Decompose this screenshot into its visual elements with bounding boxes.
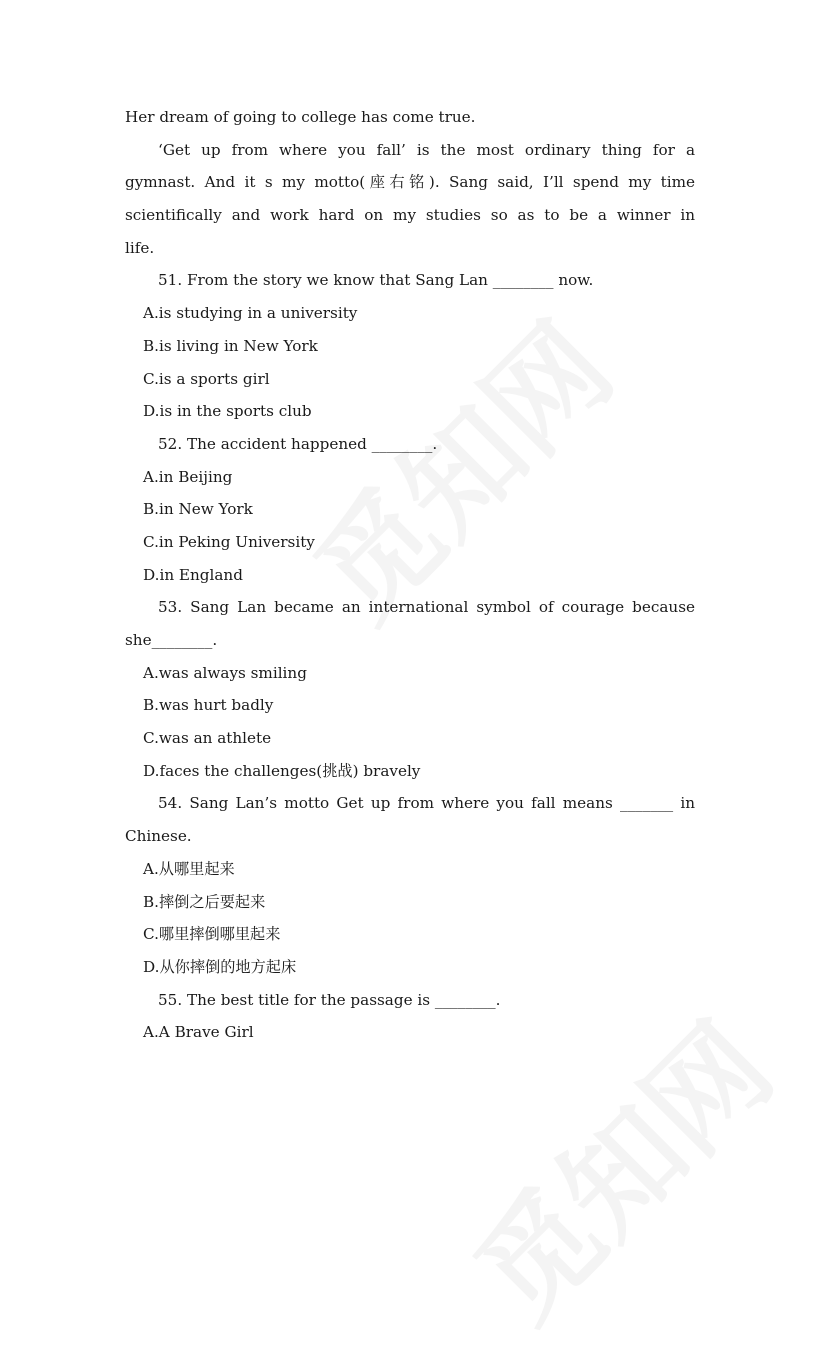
answer-option: D.is in the sports club [143,402,312,421]
question-stem: 54. Sang Lan’s motto Get up from where you fall means _______ in [158,794,695,813]
passage-line: ‘Get up from where you fall’ is the most ordinary thing for a [158,140,695,159]
answer-option: D.faces the challenges(挑战) bravely [143,761,421,780]
answer-option: D.从你摔倒的地方起床 [143,957,297,976]
answer-option: C.was an athlete [143,729,272,748]
answer-option: C.in Peking University [143,532,315,551]
answer-option: A.is studying in a university [143,304,358,323]
passage-line: scientifically and work hard on my studies so as to be a winner in [125,206,695,225]
answer-option: C.哪里摔倒哪里起来 [143,925,281,944]
question-stem-continuation: she________. [125,631,218,649]
answer-option: A.从哪里起来 [143,859,235,878]
answer-option: A.A Brave Girl [143,1023,254,1042]
passage-line: life. [125,238,155,257]
question-stem-continuation: Chinese. [125,827,192,846]
question-stem: 53. Sang Lan became an international symbol of courage because [158,598,695,617]
question-stem: 55. The best title for the passage is ________. [158,990,501,1009]
answer-option: C.is a sports girl [143,369,270,388]
answer-option: B.was hurt badly [143,696,274,715]
answer-option: A.was always smiling [143,663,307,682]
answer-option: B.is living in New York [143,336,318,355]
question-stem: 52. The accident happened ________. [158,434,438,453]
passage-line: Her dream of going to college has come true. [125,108,476,126]
answer-option: D.in England [143,565,243,584]
question-stem: 51. From the story we know that Sang Lan ________ now. [158,271,594,290]
answer-option: A.in Beijing [143,467,233,486]
answer-option: B.摔倒之后要起来 [143,892,266,911]
document-body [125,101,695,1049]
answer-option: B.in New York [143,500,253,519]
passage-line: gymnast. And it s my motto(座右铭). Sang said, I’ll spend my time [125,173,695,192]
